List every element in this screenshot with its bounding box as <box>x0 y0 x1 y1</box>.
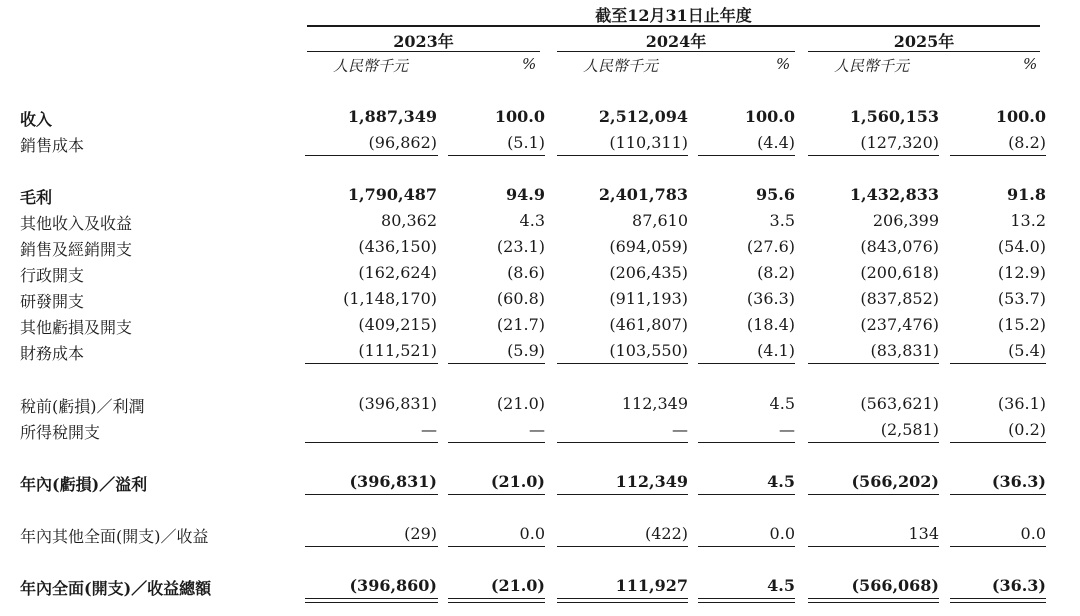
amount-cell: (111,521) <box>358 341 437 360</box>
amount-cell: (396,831) <box>349 472 437 491</box>
underline <box>808 155 939 156</box>
percent-cell: (21.0) <box>490 576 545 595</box>
amount-cell: — <box>672 420 688 439</box>
amount-cell: (461,807) <box>609 315 688 334</box>
underline <box>950 442 1046 443</box>
percent-cell: 0.0 <box>769 524 795 543</box>
percent-cell: 13.2 <box>1010 211 1046 230</box>
percent-cell: (53.7) <box>997 289 1046 308</box>
amount-cell: (396,831) <box>358 394 437 413</box>
percent-cell: (36.3) <box>991 576 1046 595</box>
double-underline <box>808 598 939 603</box>
underline <box>448 442 545 443</box>
percent-cell: (4.4) <box>757 133 795 152</box>
percent-cell: (5.9) <box>507 341 545 360</box>
amount-cell: 206,399 <box>872 211 939 230</box>
period-title: 截至12月31日止年度 <box>595 6 752 25</box>
underline <box>557 155 688 156</box>
underline <box>950 363 1046 364</box>
amount-cell: (409,215) <box>358 315 437 334</box>
row-label: 年內全面(開支)／收益總額 <box>20 579 212 598</box>
underline <box>448 155 545 156</box>
amount-cell: (2,581) <box>880 420 939 439</box>
year-rule-2024 <box>557 51 795 52</box>
amount-cell: 1,432,833 <box>849 185 939 204</box>
underline <box>448 494 545 495</box>
year-2024: 2024年 <box>645 32 707 51</box>
percent-cell: — <box>529 420 545 439</box>
percent-cell: (15.2) <box>997 315 1046 334</box>
amount-cell: (200,618) <box>860 263 939 282</box>
row-label: 行政開支 <box>20 266 85 285</box>
amount-cell: (694,059) <box>609 237 688 256</box>
underline <box>698 155 795 156</box>
percent-cell: 95.6 <box>756 185 795 204</box>
underline <box>305 155 438 156</box>
percent-cell: (21.0) <box>490 472 545 491</box>
underline <box>305 494 438 495</box>
unit-amount-2024: 人民幣千元 <box>583 57 659 75</box>
percent-cell: 91.8 <box>1007 185 1046 204</box>
percent-cell: (27.6) <box>746 237 795 256</box>
amount-cell: 1,887,349 <box>347 107 437 126</box>
underline <box>448 363 545 364</box>
year-2023: 2023年 <box>393 32 454 51</box>
amount-cell: (566,202) <box>851 472 939 491</box>
underline <box>808 546 939 547</box>
amount-cell: 80,362 <box>381 211 437 230</box>
amount-cell: 112,349 <box>621 394 688 413</box>
percent-cell: (12.9) <box>997 263 1046 282</box>
percent-cell: 94.9 <box>506 185 545 204</box>
amount-cell: 112,349 <box>615 472 688 491</box>
amount-cell: (566,068) <box>851 576 939 595</box>
underline <box>698 442 795 443</box>
row-label: 研發開支 <box>20 292 85 311</box>
amount-cell: (1,148,170) <box>343 289 437 308</box>
underline <box>305 546 438 547</box>
row-label: 收入 <box>20 110 53 129</box>
percent-cell: (18.4) <box>746 315 795 334</box>
row-label: 其他收入及收益 <box>20 214 133 233</box>
amount-cell: — <box>421 420 437 439</box>
percent-cell: (21.7) <box>496 315 545 334</box>
double-underline <box>305 598 438 603</box>
percent-cell: (5.4) <box>1008 341 1046 360</box>
percent-cell: (36.3) <box>991 472 1046 491</box>
amount-cell: 1,560,153 <box>849 107 939 126</box>
percent-cell: 100.0 <box>494 107 545 126</box>
row-label: 稅前(虧損)／利潤 <box>20 397 145 416</box>
percent-cell: (54.0) <box>997 237 1046 256</box>
underline <box>950 155 1046 156</box>
underline <box>698 494 795 495</box>
amount-cell: (237,476) <box>860 315 939 334</box>
row-label: 其他虧損及開支 <box>20 318 133 337</box>
unit-amount-2025: 人民幣千元 <box>834 57 910 75</box>
amount-cell: 2,512,094 <box>598 107 688 126</box>
percent-cell: 0.0 <box>519 524 545 543</box>
percent-cell: 0.0 <box>1020 524 1046 543</box>
row-label: 年內其他全面(開支)／收益 <box>20 527 209 546</box>
underline <box>448 546 545 547</box>
row-label: 財務成本 <box>20 344 85 363</box>
underline <box>950 494 1046 495</box>
amount-cell: (911,193) <box>609 289 688 308</box>
amount-cell: (436,150) <box>358 237 437 256</box>
year-2025: 2025年 <box>893 32 955 51</box>
percent-cell: 4.5 <box>769 394 795 413</box>
row-label: 毛利 <box>20 188 53 207</box>
percent-cell: (60.8) <box>496 289 545 308</box>
underline <box>557 546 688 547</box>
percent-cell: 4.5 <box>767 472 795 491</box>
amount-cell: (96,862) <box>368 133 437 152</box>
amount-cell: (127,320) <box>860 133 939 152</box>
amount-cell: (563,621) <box>860 394 939 413</box>
percent-cell: 3.5 <box>769 211 795 230</box>
underline <box>808 363 939 364</box>
unit-amount-2023: 人民幣千元 <box>333 57 409 75</box>
row-label: 年內(虧損)／溢利 <box>20 475 148 494</box>
amount-cell: (422) <box>644 524 688 543</box>
row-label: 銷售成本 <box>20 136 85 155</box>
amount-cell: (843,076) <box>860 237 939 256</box>
amount-cell: (110,311) <box>609 133 688 152</box>
header-rule <box>307 25 1040 27</box>
percent-cell: 100.0 <box>995 107 1046 126</box>
underline <box>305 442 438 443</box>
double-underline <box>557 598 688 603</box>
amount-cell: 1,790,487 <box>347 185 437 204</box>
amount-cell: (206,435) <box>609 263 688 282</box>
percent-cell: (8.6) <box>507 263 545 282</box>
percent-cell: (21.0) <box>496 394 545 413</box>
year-rule-2023 <box>307 51 540 52</box>
double-underline <box>698 598 795 603</box>
amount-cell: (103,550) <box>609 341 688 360</box>
amount-cell: (396,860) <box>349 576 437 595</box>
underline <box>557 494 688 495</box>
underline <box>557 363 688 364</box>
underline <box>950 546 1046 547</box>
underline <box>557 442 688 443</box>
amount-cell: (29) <box>404 524 437 543</box>
percent-cell: (8.2) <box>1008 133 1046 152</box>
amount-cell: 87,610 <box>632 211 688 230</box>
amount-cell: 134 <box>908 524 939 543</box>
percent-cell: 4.3 <box>519 211 545 230</box>
underline <box>808 494 939 495</box>
row-label: 所得稅開支 <box>20 423 101 442</box>
underline <box>305 363 438 364</box>
underline <box>698 363 795 364</box>
percent-cell: (36.3) <box>746 289 795 308</box>
percent-cell: (5.1) <box>507 133 545 152</box>
amount-cell: 2,401,783 <box>598 185 688 204</box>
percent-cell: — <box>779 420 795 439</box>
unit-percent-2025: % <box>1023 55 1038 73</box>
underline <box>808 442 939 443</box>
double-underline <box>448 598 545 603</box>
percent-cell: (0.2) <box>1008 420 1046 439</box>
percent-cell: (8.2) <box>757 263 795 282</box>
percent-cell: 4.5 <box>767 576 795 595</box>
unit-percent-2024: % <box>776 55 791 73</box>
amount-cell: (837,852) <box>860 289 939 308</box>
unit-percent-2023: % <box>522 55 537 73</box>
row-label: 銷售及經銷開支 <box>20 240 133 259</box>
percent-cell: 100.0 <box>744 107 795 126</box>
percent-cell: (4.1) <box>757 341 795 360</box>
amount-cell: (83,831) <box>870 341 939 360</box>
double-underline <box>950 598 1046 603</box>
year-rule-2025 <box>808 51 1040 52</box>
percent-cell: (23.1) <box>496 237 545 256</box>
underline <box>698 546 795 547</box>
percent-cell: (36.1) <box>997 394 1046 413</box>
amount-cell: 111,927 <box>615 576 688 595</box>
amount-cell: (162,624) <box>358 263 437 282</box>
